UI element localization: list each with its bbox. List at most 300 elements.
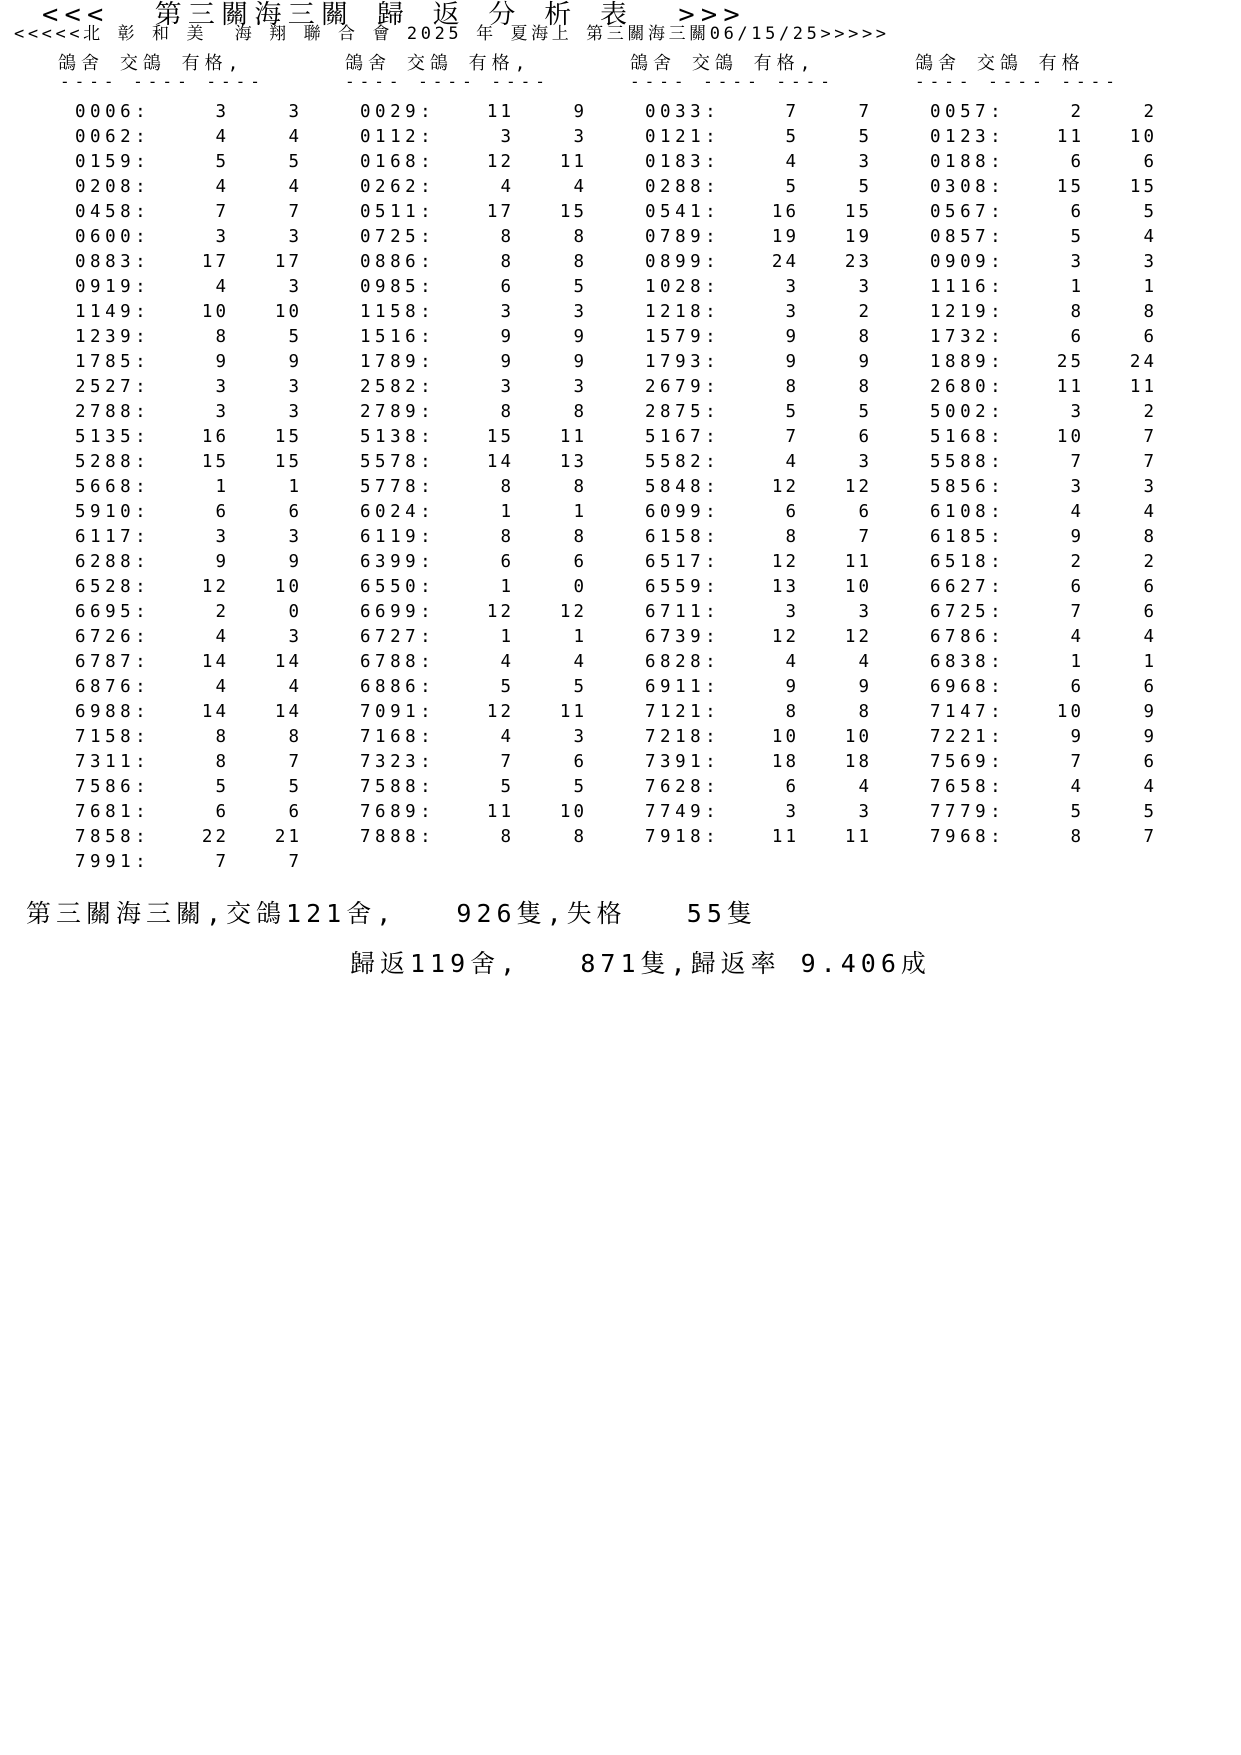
sent-count: 12: [201, 577, 229, 597]
sent-count: 3: [215, 377, 229, 397]
sent-count: 6: [1070, 152, 1084, 172]
valid-count: 6: [288, 502, 302, 522]
valid-count: 4: [573, 652, 587, 672]
valid-count: 12: [844, 627, 872, 647]
column-divider: ---- ---- ----: [630, 72, 835, 91]
valid-count: 15: [559, 202, 587, 222]
sent-count: 4: [215, 177, 229, 197]
valid-count: 1: [288, 477, 302, 497]
loft-id: 6876:: [75, 677, 151, 697]
loft-id: 6517:: [645, 552, 721, 572]
loft-id: 7218:: [645, 727, 721, 747]
sent-count: 8: [500, 402, 514, 422]
sent-count: 12: [771, 552, 799, 572]
valid-count: 6: [858, 502, 872, 522]
sent-count: 3: [785, 302, 799, 322]
sent-count: 8: [215, 727, 229, 747]
loft-id: 6550:: [360, 577, 436, 597]
valid-count: 8: [1143, 302, 1157, 322]
sent-count: 15: [201, 452, 229, 472]
loft-id: 0458:: [75, 202, 151, 222]
valid-count: 12: [844, 477, 872, 497]
valid-count: 3: [288, 377, 302, 397]
loft-id: 0857:: [930, 227, 1006, 247]
sent-count: 8: [785, 377, 799, 397]
sent-count: 10: [771, 727, 799, 747]
valid-count: 3: [573, 727, 587, 747]
valid-count: 6: [858, 427, 872, 447]
sent-count: 17: [201, 252, 229, 272]
valid-count: 3: [858, 277, 872, 297]
sent-count: 9: [500, 352, 514, 372]
valid-count: 5: [288, 152, 302, 172]
valid-count: 0: [288, 602, 302, 622]
valid-count: 1: [573, 502, 587, 522]
valid-count: 15: [1129, 177, 1157, 197]
valid-count: 5: [573, 777, 587, 797]
valid-count: 11: [559, 427, 587, 447]
sent-count: 6: [1070, 202, 1084, 222]
valid-count: 2: [858, 302, 872, 322]
valid-count: 6: [1143, 152, 1157, 172]
sent-count: 3: [500, 377, 514, 397]
sent-count: 8: [1070, 302, 1084, 322]
loft-id: 0029:: [360, 102, 436, 122]
sent-count: 5: [500, 677, 514, 697]
valid-count: 8: [858, 377, 872, 397]
valid-count: 6: [1143, 602, 1157, 622]
valid-count: 7: [288, 202, 302, 222]
loft-id: 1116:: [930, 277, 1006, 297]
loft-id: 6559:: [645, 577, 721, 597]
loft-id: 0789:: [645, 227, 721, 247]
valid-count: 3: [288, 527, 302, 547]
sent-count: 16: [771, 202, 799, 222]
valid-count: 6: [1143, 577, 1157, 597]
valid-count: 3: [288, 627, 302, 647]
sent-count: 3: [215, 402, 229, 422]
valid-count: 7: [858, 527, 872, 547]
valid-count: 15: [274, 452, 302, 472]
sent-count: 14: [201, 702, 229, 722]
valid-count: 1: [1143, 652, 1157, 672]
sent-count: 5: [785, 177, 799, 197]
valid-count: 11: [559, 152, 587, 172]
loft-id: 0886:: [360, 252, 436, 272]
sent-count: 11: [1056, 377, 1084, 397]
valid-count: 3: [288, 277, 302, 297]
sent-count: 1: [500, 502, 514, 522]
loft-id: 0511:: [360, 202, 436, 222]
valid-count: 7: [1143, 452, 1157, 472]
valid-count: 5: [573, 677, 587, 697]
valid-count: 5: [1143, 202, 1157, 222]
sent-count: 6: [785, 777, 799, 797]
valid-count: 21: [274, 827, 302, 847]
column-divider: ---- ---- ----: [345, 72, 550, 91]
sent-count: 7: [215, 202, 229, 222]
loft-id: 0188:: [930, 152, 1006, 172]
sent-count: 3: [500, 302, 514, 322]
valid-count: 2: [1143, 552, 1157, 572]
sent-count: 6: [215, 802, 229, 822]
loft-id: 5138:: [360, 427, 436, 447]
valid-count: 4: [858, 777, 872, 797]
sent-count: 5: [785, 402, 799, 422]
sent-count: 9: [785, 327, 799, 347]
valid-count: 4: [288, 177, 302, 197]
valid-count: 10: [559, 802, 587, 822]
loft-id: 6787:: [75, 652, 151, 672]
loft-id: 1219:: [930, 302, 1006, 322]
loft-id: 0725:: [360, 227, 436, 247]
sent-count: 4: [785, 652, 799, 672]
valid-count: 11: [559, 702, 587, 722]
loft-id: 2582:: [360, 377, 436, 397]
sent-count: 22: [201, 827, 229, 847]
valid-count: 4: [858, 652, 872, 672]
sent-count: 3: [1070, 252, 1084, 272]
valid-count: 8: [573, 527, 587, 547]
sent-count: 6: [1070, 327, 1084, 347]
sent-count: 7: [1070, 602, 1084, 622]
sent-count: 6: [1070, 577, 1084, 597]
loft-id: 6739:: [645, 627, 721, 647]
loft-id: 7991:: [75, 852, 151, 872]
loft-id: 6399:: [360, 552, 436, 572]
sent-count: 9: [1070, 727, 1084, 747]
valid-count: 5: [1143, 802, 1157, 822]
loft-id: 6911:: [645, 677, 721, 697]
sent-count: 8: [500, 527, 514, 547]
loft-id: 0600:: [75, 227, 151, 247]
loft-id: 6185:: [930, 527, 1006, 547]
sent-count: 4: [215, 127, 229, 147]
valid-count: 8: [858, 702, 872, 722]
loft-id: 0883:: [75, 252, 151, 272]
loft-id: 7323:: [360, 752, 436, 772]
loft-id: 7091:: [360, 702, 436, 722]
valid-count: 8: [573, 402, 587, 422]
valid-count: 3: [288, 227, 302, 247]
loft-id: 7779:: [930, 802, 1006, 822]
sent-count: 19: [771, 227, 799, 247]
loft-id: 6786:: [930, 627, 1006, 647]
valid-count: 9: [858, 352, 872, 372]
loft-id: 7311:: [75, 752, 151, 772]
sent-count: 2: [1070, 102, 1084, 122]
sent-count: 4: [215, 277, 229, 297]
valid-count: 7: [858, 102, 872, 122]
valid-count: 9: [1143, 702, 1157, 722]
loft-id: 6119:: [360, 527, 436, 547]
column-divider: ---- ---- ----: [60, 72, 265, 91]
valid-count: 8: [288, 727, 302, 747]
loft-id: 1785:: [75, 352, 151, 372]
loft-id: 6528:: [75, 577, 151, 597]
valid-count: 9: [1143, 727, 1157, 747]
sent-count: 5: [215, 152, 229, 172]
sent-count: 6: [215, 502, 229, 522]
sent-count: 7: [785, 102, 799, 122]
valid-count: 3: [573, 302, 587, 322]
sent-count: 6: [500, 277, 514, 297]
valid-count: 4: [1143, 627, 1157, 647]
sent-count: 7: [500, 752, 514, 772]
valid-count: 10: [1129, 127, 1157, 147]
column-header: 鴿舍 交鴿 有格,: [630, 53, 816, 74]
valid-count: 15: [274, 427, 302, 447]
valid-count: 4: [1143, 777, 1157, 797]
valid-count: 11: [844, 827, 872, 847]
valid-count: 3: [858, 452, 872, 472]
valid-count: 4: [1143, 227, 1157, 247]
sent-count: 5: [1070, 227, 1084, 247]
sent-count: 3: [215, 527, 229, 547]
loft-id: 0062:: [75, 127, 151, 147]
valid-count: 8: [573, 227, 587, 247]
sent-count: 4: [1070, 502, 1084, 522]
loft-id: 5578:: [360, 452, 436, 472]
column-header: 鴿舍 交鴿 有格,: [345, 53, 531, 74]
valid-count: 8: [858, 327, 872, 347]
sent-count: 1: [500, 577, 514, 597]
sent-count: 4: [215, 627, 229, 647]
valid-count: 9: [573, 102, 587, 122]
valid-count: 1: [1143, 277, 1157, 297]
valid-count: 1: [573, 627, 587, 647]
valid-count: 10: [274, 577, 302, 597]
sent-count: 14: [486, 452, 514, 472]
loft-id: 0033:: [645, 102, 721, 122]
sent-count: 7: [1070, 452, 1084, 472]
valid-count: 3: [573, 127, 587, 147]
valid-count: 3: [288, 102, 302, 122]
loft-id: 5856:: [930, 477, 1006, 497]
valid-count: 7: [1143, 827, 1157, 847]
sent-count: 7: [215, 852, 229, 872]
loft-id: 0057:: [930, 102, 1006, 122]
valid-count: 14: [274, 652, 302, 672]
loft-id: 0208:: [75, 177, 151, 197]
loft-id: 0112:: [360, 127, 436, 147]
loft-id: 5668:: [75, 477, 151, 497]
loft-id: 6518:: [930, 552, 1006, 572]
page-subtitle: <<<<<北 彰 和 美 海 翔 聯 合 會 2025 年 夏海上 第三關海三關06/15/25>>>>>: [14, 24, 890, 44]
loft-id: 7628:: [645, 777, 721, 797]
loft-id: 7749:: [645, 802, 721, 822]
valid-count: 6: [1143, 327, 1157, 347]
sent-count: 9: [785, 352, 799, 372]
valid-count: 5: [288, 777, 302, 797]
valid-count: 12: [559, 602, 587, 622]
sent-count: 6: [785, 502, 799, 522]
loft-id: 6727:: [360, 627, 436, 647]
sent-count: 5: [1070, 802, 1084, 822]
loft-id: 7681:: [75, 802, 151, 822]
sent-count: 4: [500, 727, 514, 747]
loft-id: 2679:: [645, 377, 721, 397]
loft-id: 0262:: [360, 177, 436, 197]
sent-count: 9: [500, 327, 514, 347]
valid-count: 24: [1129, 352, 1157, 372]
sent-count: 10: [201, 302, 229, 322]
sent-count: 24: [771, 252, 799, 272]
loft-id: 1579:: [645, 327, 721, 347]
sent-count: 5: [500, 777, 514, 797]
sent-count: 1: [1070, 277, 1084, 297]
loft-id: 6117:: [75, 527, 151, 547]
sent-count: 12: [771, 627, 799, 647]
loft-id: 2680:: [930, 377, 1006, 397]
loft-id: 2788:: [75, 402, 151, 422]
loft-id: 6627:: [930, 577, 1006, 597]
valid-count: 9: [573, 352, 587, 372]
valid-count: 6: [288, 802, 302, 822]
loft-id: 6886:: [360, 677, 436, 697]
sent-count: 8: [785, 527, 799, 547]
sent-count: 4: [500, 177, 514, 197]
sent-count: 2: [215, 602, 229, 622]
loft-id: 2527:: [75, 377, 151, 397]
loft-id: 1516:: [360, 327, 436, 347]
loft-id: 0541:: [645, 202, 721, 222]
loft-id: 6968:: [930, 677, 1006, 697]
loft-id: 7221:: [930, 727, 1006, 747]
loft-id: 6288:: [75, 552, 151, 572]
loft-id: 0899:: [645, 252, 721, 272]
sent-count: 4: [1070, 627, 1084, 647]
loft-id: 1793:: [645, 352, 721, 372]
loft-id: 6024:: [360, 502, 436, 522]
loft-id: 1239:: [75, 327, 151, 347]
loft-id: 0168:: [360, 152, 436, 172]
sent-count: 4: [785, 152, 799, 172]
valid-count: 3: [1143, 477, 1157, 497]
loft-id: 6725:: [930, 602, 1006, 622]
valid-count: 9: [288, 552, 302, 572]
valid-count: 10: [844, 577, 872, 597]
sent-count: 8: [215, 752, 229, 772]
valid-count: 23: [844, 252, 872, 272]
valid-count: 9: [288, 352, 302, 372]
loft-id: 1732:: [930, 327, 1006, 347]
loft-id: 7586:: [75, 777, 151, 797]
valid-count: 0: [573, 577, 587, 597]
valid-count: 4: [1143, 502, 1157, 522]
loft-id: 6099:: [645, 502, 721, 522]
loft-id: 7158:: [75, 727, 151, 747]
valid-count: 6: [573, 752, 587, 772]
valid-count: 7: [288, 852, 302, 872]
sent-count: 12: [486, 152, 514, 172]
loft-id: 0308:: [930, 177, 1006, 197]
sent-count: 16: [201, 427, 229, 447]
sent-count: 5: [785, 127, 799, 147]
sent-count: 8: [500, 827, 514, 847]
loft-id: 6726:: [75, 627, 151, 647]
loft-id: 6838:: [930, 652, 1006, 672]
sent-count: 9: [1070, 527, 1084, 547]
valid-count: 2: [1143, 402, 1157, 422]
loft-id: 7858:: [75, 827, 151, 847]
valid-count: 8: [573, 827, 587, 847]
valid-count: 5: [858, 177, 872, 197]
valid-count: 7: [1143, 427, 1157, 447]
sent-count: 3: [785, 602, 799, 622]
sent-count: 8: [500, 477, 514, 497]
column-header: 鴿舍 交鴿 有格,: [58, 53, 244, 74]
loft-id: 6988:: [75, 702, 151, 722]
sent-count: 12: [486, 702, 514, 722]
loft-id: 5002:: [930, 402, 1006, 422]
valid-count: 8: [573, 252, 587, 272]
loft-id: 2789:: [360, 402, 436, 422]
valid-count: 3: [288, 402, 302, 422]
sent-count: 15: [486, 427, 514, 447]
sent-count: 3: [1070, 477, 1084, 497]
loft-id: 7918:: [645, 827, 721, 847]
loft-id: 0985:: [360, 277, 436, 297]
valid-count: 9: [858, 677, 872, 697]
valid-count: 3: [858, 602, 872, 622]
loft-id: 1149:: [75, 302, 151, 322]
loft-id: 1028:: [645, 277, 721, 297]
loft-id: 0183:: [645, 152, 721, 172]
valid-count: 17: [274, 252, 302, 272]
sent-count: 4: [785, 452, 799, 472]
sent-count: 12: [771, 477, 799, 497]
valid-count: 6: [573, 552, 587, 572]
loft-id: 7391:: [645, 752, 721, 772]
loft-id: 6108:: [930, 502, 1006, 522]
loft-id: 7968:: [930, 827, 1006, 847]
valid-count: 3: [573, 377, 587, 397]
column-divider: ---- ---- ----: [915, 72, 1120, 91]
sent-count: 6: [1070, 677, 1084, 697]
sent-count: 11: [1056, 127, 1084, 147]
loft-id: 0919:: [75, 277, 151, 297]
loft-id: 0567:: [930, 202, 1006, 222]
page-title: <<< 第三關海三關 歸 返 分 析 表 >>>: [42, 0, 746, 30]
loft-id: 0006:: [75, 102, 151, 122]
valid-count: 6: [1143, 752, 1157, 772]
loft-id: 6711:: [645, 602, 721, 622]
loft-id: 6828:: [645, 652, 721, 672]
loft-id: 5135:: [75, 427, 151, 447]
loft-id: 5582:: [645, 452, 721, 472]
loft-id: 1158:: [360, 302, 436, 322]
sent-count: 18: [771, 752, 799, 772]
loft-id: 5588:: [930, 452, 1006, 472]
valid-count: 18: [844, 752, 872, 772]
valid-count: 4: [573, 177, 587, 197]
valid-count: 5: [858, 402, 872, 422]
sent-count: 25: [1056, 352, 1084, 372]
sent-count: 3: [1070, 402, 1084, 422]
sent-count: 11: [486, 102, 514, 122]
loft-id: 0123:: [930, 127, 1006, 147]
loft-id: 7121:: [645, 702, 721, 722]
sent-count: 7: [1070, 752, 1084, 772]
loft-id: 5168:: [930, 427, 1006, 447]
loft-id: 7569:: [930, 752, 1006, 772]
valid-count: 10: [844, 727, 872, 747]
sent-count: 9: [785, 677, 799, 697]
valid-count: 9: [573, 327, 587, 347]
sent-count: 8: [785, 702, 799, 722]
valid-count: 3: [858, 802, 872, 822]
